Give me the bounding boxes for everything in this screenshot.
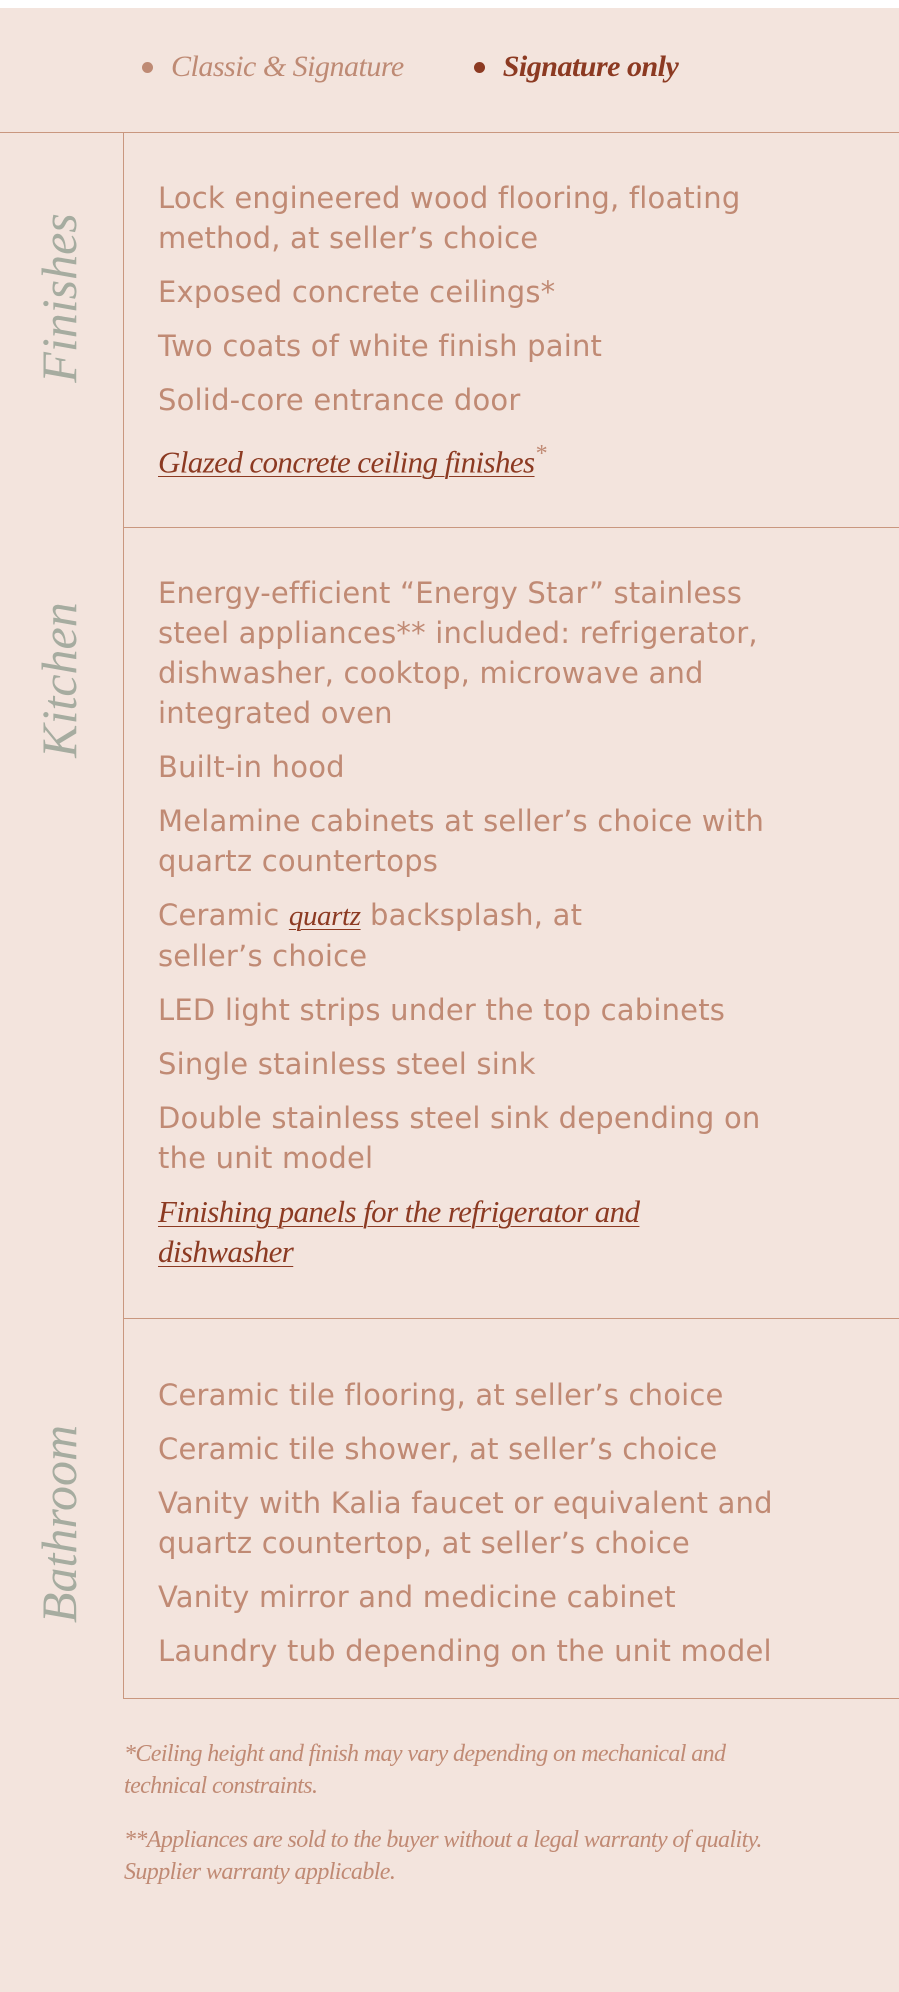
signature-bullet-icon xyxy=(474,62,485,73)
footnotes xyxy=(124,1738,804,1910)
list-item: Melamine cabinets at seller’s choice with quartz countertops xyxy=(158,804,765,878)
footnote-ceiling: *Ceiling height and finish may vary depending on mechanical and technical constraints. xyxy=(124,1741,726,1799)
list-item: LED light strips under the top cabinets xyxy=(158,993,726,1027)
signature-item-glazed-ceiling xyxy=(158,434,798,482)
section-label-bathroom: Bathroom xyxy=(31,1424,87,1624)
classic-bullet-icon xyxy=(142,62,153,73)
list-item: Ceramic tile flooring, at seller’s choice xyxy=(158,1378,724,1412)
spec-sheet xyxy=(0,8,899,1992)
backsplash-prefix: Ceramic xyxy=(158,898,289,932)
list-item: Vanity mirror and medicine cabinet xyxy=(158,1580,676,1614)
divider-kitchen-bathroom xyxy=(123,1318,899,1319)
list-item: Single stainless steel sink xyxy=(158,1047,536,1081)
footnote-appliances: **Appliances are sold to the buyer without a legal warranty of quality. Supplier warranty applicable. xyxy=(124,1827,762,1885)
list-item: Laundry tub depending on the unit model xyxy=(158,1634,772,1668)
list-item: Vanity with Kalia faucet or equivalent and quartz countertop, at seller’s choice xyxy=(158,1486,773,1560)
list-item: Solid-core entrance door xyxy=(158,383,521,417)
legend-classic-label: Classic & Signature xyxy=(171,50,404,83)
kitchen-list xyxy=(158,573,798,1286)
list-item: Double stainless steel sink depending on the unit model xyxy=(158,1101,761,1175)
divider-finishes-kitchen xyxy=(123,527,899,528)
section-label-finishes: Finishes xyxy=(31,213,87,383)
signature-item-finishing-panels: Finishing panels for the refrigerator and dishwasher xyxy=(158,1194,640,1269)
divider-vertical xyxy=(123,132,124,1699)
list-item: Built-in hood xyxy=(158,750,345,784)
finishes-list xyxy=(158,178,798,496)
bathroom-list xyxy=(158,1375,798,1685)
legend xyxy=(142,50,678,84)
list-item: Lock engineered wood flooring, floating method, at seller’s choice xyxy=(158,181,741,255)
legend-signature-label: Signature only xyxy=(502,50,679,83)
signature-item-text: Glazed concrete ceiling finishes xyxy=(158,444,535,480)
divider-top xyxy=(0,132,899,133)
legend-signature xyxy=(474,50,679,84)
list-item: Ceramic tile shower, at seller’s choice xyxy=(158,1432,718,1466)
list-item: Exposed concrete ceilings* xyxy=(158,275,556,309)
legend-classic xyxy=(142,50,404,84)
signature-word-quartz: quartz xyxy=(288,900,361,932)
list-item: Two coats of white finish paint xyxy=(158,329,603,363)
section-label-kitchen: Kitchen xyxy=(31,602,87,758)
list-item: Energy-efficient “Energy Star” stainless steel appliances** included: refrigerator, dishwasher, cooktop, microwave and integrated oven xyxy=(158,576,758,730)
list-item-backsplash xyxy=(158,895,658,976)
backsplash-suffix: backsplash, at seller’s choice xyxy=(158,898,583,973)
divider-bottom xyxy=(123,1698,899,1699)
footnote-mark: * xyxy=(534,441,546,467)
